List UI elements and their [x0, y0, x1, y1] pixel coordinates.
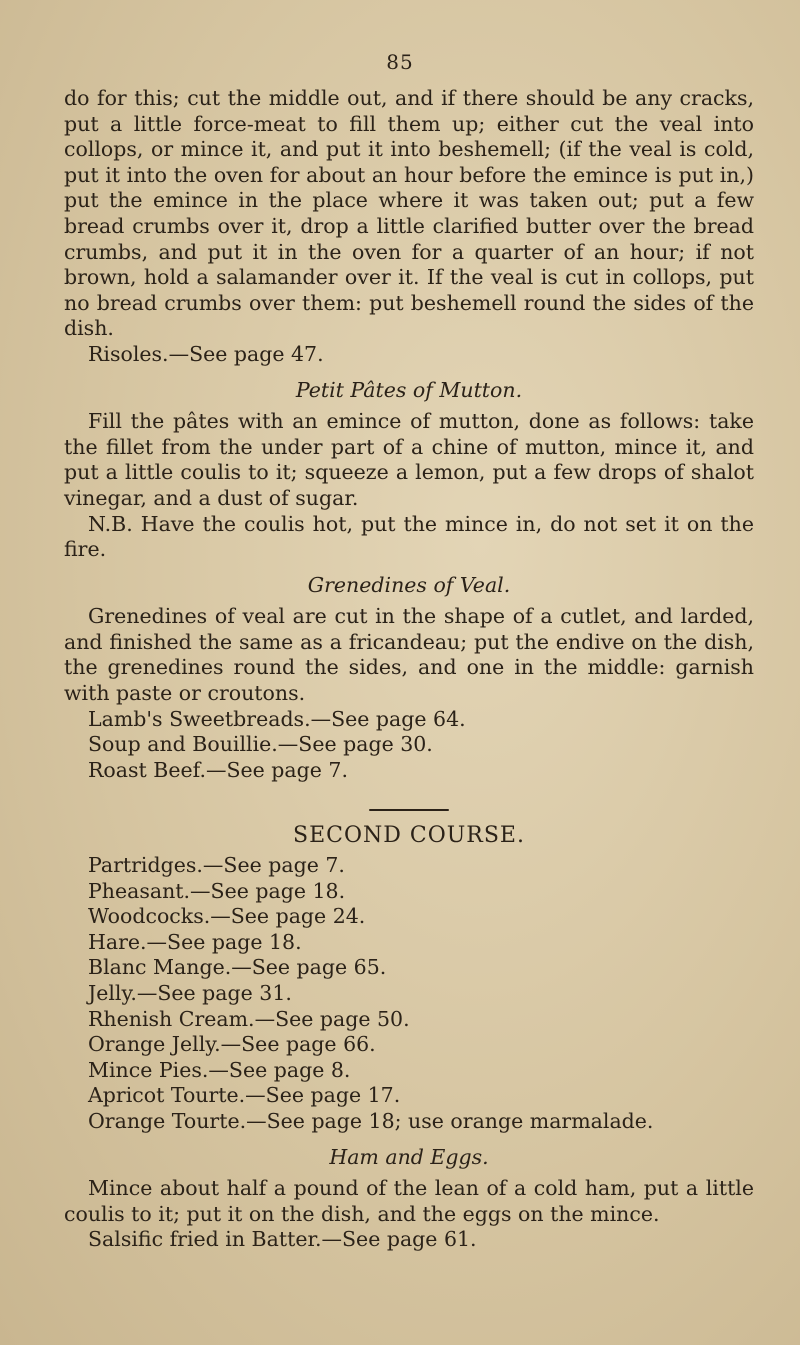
page-text	[64, 86, 754, 1253]
petit-pates-note: N.B. Have the coulis hot, put the mince in, do not set it on the fire.	[64, 511, 754, 562]
list-item: Blanc Mange.—See page 65.	[88, 955, 387, 980]
salsific-reference: Salsific fried in Batter.—See page 61.	[88, 1227, 477, 1252]
grenedines-heading: Grenedines of Veal.	[307, 572, 511, 597]
reference-line: Lamb's Sweetbreads.—See page 64.	[88, 706, 466, 731]
risoles-reference: Risoles.—See page 47.	[88, 341, 324, 366]
reference-line: Roast Beef.—See page 7.	[88, 757, 348, 782]
petit-pates-heading: Petit Pâtes of Mutton.	[295, 377, 523, 402]
ham-and-eggs-body: Mince about half a pound of the lean of a cold ham, put a little coulis to it; put it on the dish, and the eggs on the mince.	[64, 1176, 754, 1226]
section-divider	[369, 809, 449, 811]
list-item: Orange Jelly.—See page 66.	[88, 1032, 376, 1057]
list-item: Rhenish Cream.—See page 50.	[88, 1006, 410, 1031]
second-course-list	[64, 853, 754, 1135]
grenedines-body: Grenedines of veal are cut in the shape of a cutlet, and larded, and finished the same as a fricandeau; put the endive on the dish, the grenedines round the sides, and one in the middle: garnish with paste or croutons.	[64, 604, 754, 706]
list-item: Apricot Tourte.—See page 17.	[88, 1083, 401, 1108]
petit-pates-body: Fill the pâtes with an emince of mutton, done as follows: take the fillet from the under part of a chine of mutton, mince it, and put a little coulis to it; squeeze a lemon, put a few drops of shalot vinegar, and a dust of sugar.	[64, 409, 754, 510]
list-item: Mince Pies.—See page 8.	[88, 1057, 351, 1082]
list-item: Woodcocks.—See page 24.	[88, 904, 366, 929]
list-item: Jelly.—See page 31.	[88, 981, 292, 1005]
ham-and-eggs-heading: Ham and Eggs.	[329, 1144, 489, 1169]
intro-paragraph: do for this; cut the middle out, and if there should be any cracks, put a little force-meat to fill them up; either cut the veal into collops, or mince it, and put it into beshemell; (if the veal is cold, put it into the oven for about an hour before the emince is put in,) put the emince in the place where it was taken out; put a few bread crumbs over it, drop a little clarified butter over the bread crumbs, and put it in the oven for a quarter of an hour; if not brown, hold a salamander over it. If the veal is cut in collops, put no bread crumbs over them: put beshemell round the sides of the dish.	[64, 86, 754, 341]
page-number: 85	[386, 50, 414, 74]
list-item: Hare.—See page 18.	[88, 929, 302, 954]
list-item: Partridges.—See page 7.	[88, 853, 345, 878]
second-course-heading: SECOND COURSE.	[293, 823, 525, 849]
list-item: Pheasant.—See page 18.	[88, 878, 346, 903]
reference-line: Soup and Bouillie.—See page 30.	[88, 732, 433, 757]
list-item: Orange Tourte.—See page 18; use orange marmalade.	[88, 1108, 654, 1133]
